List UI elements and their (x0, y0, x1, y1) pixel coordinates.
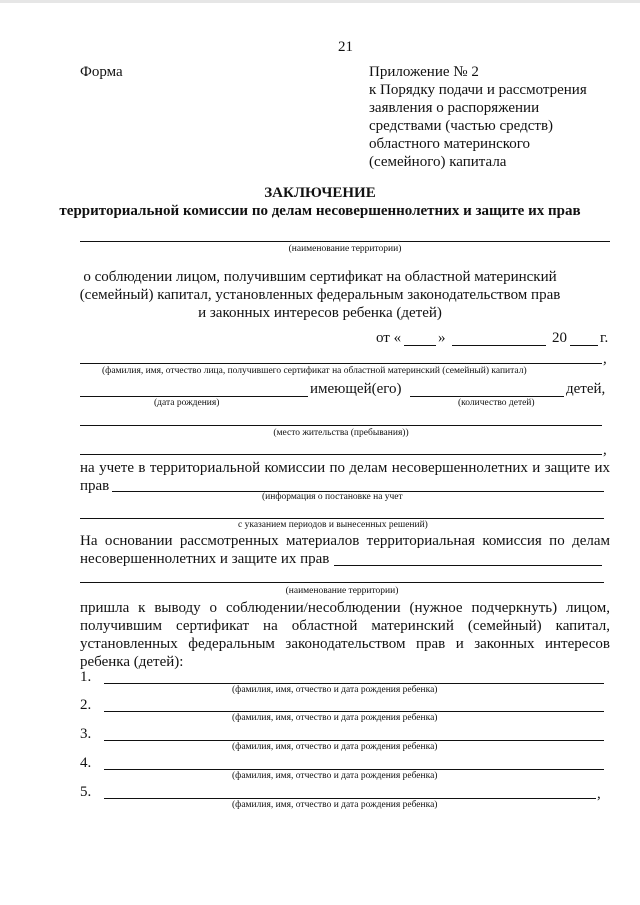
appendix-line: областного материнского (369, 136, 531, 152)
conclusion-line: установленных федеральным законодательством прав и законных интересов (80, 636, 610, 652)
territory-line (80, 241, 610, 242)
child-field[interactable] (104, 711, 604, 712)
registration-periods-field[interactable] (80, 518, 604, 519)
day-field[interactable] (404, 345, 436, 346)
appendix-line: средствами (частью средств) (369, 118, 554, 134)
caption-territory-2: (наименование территории) (285, 586, 399, 596)
registration-line: прав (80, 478, 110, 494)
month-field[interactable] (452, 345, 546, 346)
birth-date-field[interactable] (80, 396, 308, 397)
child-field[interactable] (104, 798, 596, 799)
year-suffix: г. (600, 330, 609, 346)
appendix-line: заявления о распоряжении (369, 100, 540, 116)
residence-field[interactable] (80, 425, 602, 426)
child-caption: (фамилия, имя, отчество и дата рождения ребенка) (232, 771, 438, 781)
comma: , (597, 786, 601, 802)
year-field[interactable] (570, 345, 598, 346)
registration-line: на учете в территориальной комиссии по делам несовершеннолетних и защите их (80, 460, 610, 476)
child-number: 4. (80, 755, 92, 771)
caption-territory: (наименование территории) (288, 244, 402, 254)
child-caption: (фамилия, имя, отчество и дата рождения ребенка) (232, 742, 438, 752)
child-field[interactable] (104, 769, 604, 770)
intro-line: и законных интересов ребенка (детей) (198, 305, 442, 321)
caption-birth-date: (дата рождения) (154, 398, 220, 408)
caption-residence: (место жительства (пребывания)) (273, 428, 409, 438)
basis-line: несовершеннолетних и защите их прав (80, 551, 330, 567)
date-close-quote: » (438, 330, 446, 346)
territory-field-2[interactable] (80, 582, 604, 583)
children-count-field[interactable] (410, 396, 564, 397)
child-caption: (фамилия, имя, отчество и дата рождения ребенка) (232, 800, 438, 810)
year-prefix: 20 (552, 330, 567, 346)
child-caption: (фамилия, имя, отчество и дата рождения ребенка) (232, 713, 438, 723)
form-label: Форма (80, 64, 123, 80)
comma: , (603, 351, 607, 367)
intro-line: о соблюдении лицом, получившим сертификат на областной материнский (83, 269, 557, 285)
caption-periods: с указанием периодов и вынесенных решений) (238, 520, 428, 530)
comma: , (603, 442, 607, 458)
document-title: ЗАКЛЮЧЕНИЕ (264, 185, 376, 201)
conclusion-line: пришла к выводу о соблюдении/несоблюдении (нужное подчеркнуть) лицом, (80, 600, 610, 616)
date-from: от « (376, 330, 402, 346)
having-text: имеющей(его) (310, 381, 402, 397)
caption-fio-holder: (фамилия, имя, отчество лица, получившего сертификат на областной материнский (семейный) капитал) (102, 366, 527, 376)
child-number: 5. (80, 784, 92, 800)
appendix-line: (семейного) капитала (369, 154, 507, 170)
appendix-line: к Порядку подачи и рассмотрения (369, 82, 587, 98)
caption-registration-info: (информация о постановке на учет (262, 492, 403, 502)
residence-field-2[interactable] (80, 454, 602, 455)
child-field[interactable] (104, 740, 604, 741)
intro-line: (семейный) капитал, установленных федеральным законодательством прав (79, 287, 561, 303)
child-number: 2. (80, 697, 92, 713)
caption-children-count: (количество детей) (458, 398, 535, 408)
conclusion-line: получившим сертификат на областной материнский (семейный) капитал, (80, 618, 610, 634)
child-field[interactable] (104, 683, 604, 684)
children-text: детей, (566, 381, 606, 397)
child-caption: (фамилия, имя, отчество и дата рождения ребенка) (232, 685, 438, 695)
appendix-line: Приложение № 2 (369, 64, 479, 80)
page-number: 21 (338, 39, 353, 55)
basis-line: На основании рассмотренных материалов территориальная комиссия по делам (80, 533, 610, 549)
child-number: 1. (80, 669, 92, 685)
page-top-edge (0, 0, 640, 3)
holder-fio-field[interactable] (80, 363, 602, 364)
child-number: 3. (80, 726, 92, 742)
conclusion-line: ребенка (детей): (80, 654, 184, 670)
document-subtitle: территориальной комиссии по делам несовершеннолетних и защите их прав (59, 203, 581, 219)
basis-field[interactable] (334, 565, 602, 566)
